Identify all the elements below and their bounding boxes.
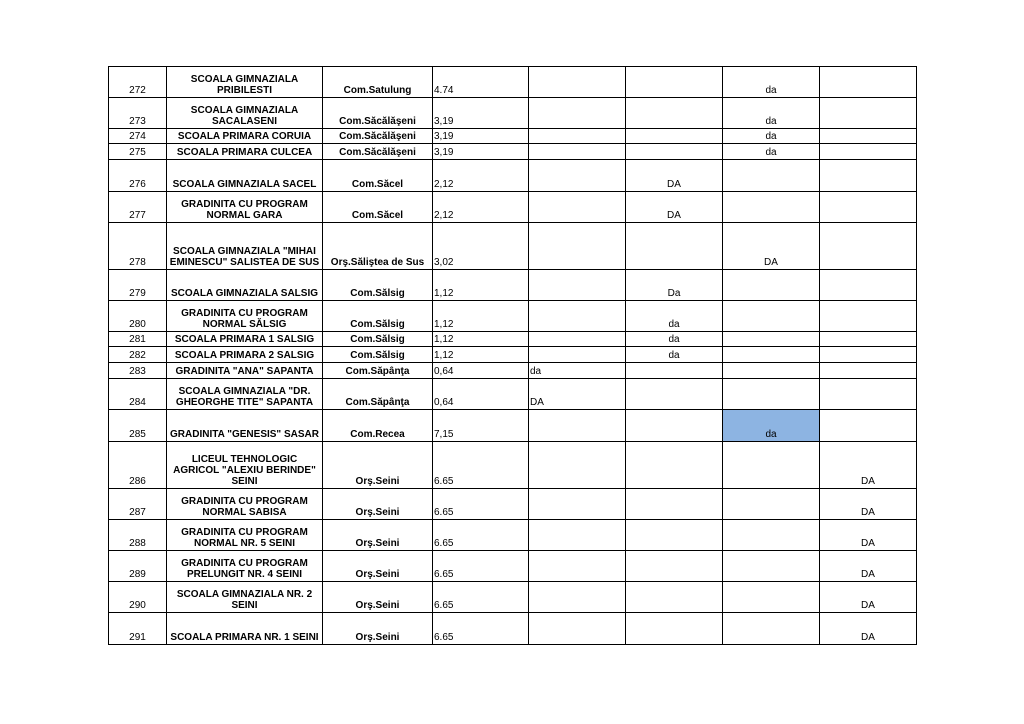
cell-col-c-highlighted: da <box>723 410 820 442</box>
cell-col-a <box>529 223 626 270</box>
cell-nr: 284 <box>109 379 167 410</box>
cell-col-b <box>626 520 723 551</box>
cell-col-b <box>626 223 723 270</box>
cell-col-c <box>723 379 820 410</box>
cell-school-name: SCOALA PRIMARA 1 SALSIG <box>167 332 323 347</box>
cell-school-name: SCOALA GIMNAZIALA SACALASENI <box>167 98 323 129</box>
cell-col-b <box>626 129 723 144</box>
cell-coefficient: 6.65 <box>433 442 529 489</box>
table-row <box>109 67 917 98</box>
table-row <box>109 410 917 442</box>
cell-coefficient: 1,12 <box>433 332 529 347</box>
cell-col-c <box>723 442 820 489</box>
cell-locality: Orş.Seini <box>323 489 433 520</box>
cell-school-name: LICEUL TEHNOLOGIC AGRICOL "ALEXIU BERINDE" SEINI <box>167 442 323 489</box>
cell-col-d <box>820 192 917 223</box>
cell-col-d: DA <box>820 489 917 520</box>
cell-col-d <box>820 347 917 363</box>
cell-locality: Orş.Seini <box>323 551 433 582</box>
cell-locality: Com.Sălsig <box>323 301 433 332</box>
cell-locality: Orş.Seini <box>323 442 433 489</box>
cell-col-b <box>626 363 723 379</box>
table-row <box>109 363 917 379</box>
cell-col-c <box>723 613 820 645</box>
cell-locality: Com.Săpânţa <box>323 379 433 410</box>
cell-col-d: DA <box>820 582 917 613</box>
cell-nr: 279 <box>109 270 167 301</box>
cell-locality: Com.Sălsig <box>323 332 433 347</box>
cell-coefficient: 1,12 <box>433 270 529 301</box>
cell-col-d <box>820 160 917 192</box>
cell-col-b: DA <box>626 160 723 192</box>
cell-locality: Orş.Seini <box>323 613 433 645</box>
cell-col-a <box>529 192 626 223</box>
cell-locality: Com.Săcel <box>323 192 433 223</box>
cell-col-a: da <box>529 363 626 379</box>
cell-locality: Com.Satulung <box>323 67 433 98</box>
cell-col-b <box>626 410 723 442</box>
cell-col-a <box>529 144 626 160</box>
cell-nr: 274 <box>109 129 167 144</box>
table-row <box>109 160 917 192</box>
cell-col-a <box>529 347 626 363</box>
cell-nr: 280 <box>109 301 167 332</box>
cell-col-b <box>626 144 723 160</box>
cell-coefficient: 6.65 <box>433 489 529 520</box>
cell-locality: Com.Săcălăşeni <box>323 129 433 144</box>
table-row <box>109 301 917 332</box>
cell-school-name: GRADINITA CU PROGRAM PRELUNGIT NR. 4 SEINI <box>167 551 323 582</box>
cell-col-d <box>820 301 917 332</box>
cell-coefficient: 2,12 <box>433 192 529 223</box>
cell-coefficient: 3,19 <box>433 98 529 129</box>
table-row <box>109 379 917 410</box>
cell-coefficient: 0,64 <box>433 363 529 379</box>
cell-locality: Com.Recea <box>323 410 433 442</box>
cell-col-b: DA <box>626 192 723 223</box>
cell-school-name: GRADINITA "ANA" SAPANTA <box>167 363 323 379</box>
cell-col-c: da <box>723 144 820 160</box>
cell-locality: Orş.Săliştea de Sus <box>323 223 433 270</box>
schools-table <box>108 66 917 645</box>
cell-locality: Com.Sălsig <box>323 347 433 363</box>
cell-coefficient: 0,64 <box>433 379 529 410</box>
table-row <box>109 270 917 301</box>
cell-nr: 278 <box>109 223 167 270</box>
table-row <box>109 144 917 160</box>
cell-col-b <box>626 98 723 129</box>
cell-nr: 290 <box>109 582 167 613</box>
cell-nr: 272 <box>109 67 167 98</box>
cell-coefficient: 2,12 <box>433 160 529 192</box>
cell-col-a <box>529 332 626 347</box>
cell-coefficient: 6.65 <box>433 582 529 613</box>
cell-col-d <box>820 363 917 379</box>
cell-col-c <box>723 301 820 332</box>
cell-locality: Com.Săpânţa <box>323 363 433 379</box>
cell-coefficient: 6.65 <box>433 551 529 582</box>
cell-col-c <box>723 520 820 551</box>
table-row <box>109 582 917 613</box>
cell-col-b: da <box>626 301 723 332</box>
cell-col-d: DA <box>820 613 917 645</box>
cell-col-d <box>820 379 917 410</box>
cell-school-name: GRADINITA CU PROGRAM NORMAL SABISA <box>167 489 323 520</box>
cell-coefficient: 1,12 <box>433 301 529 332</box>
cell-coefficient: 3,19 <box>433 129 529 144</box>
cell-col-c: da <box>723 98 820 129</box>
table-row <box>109 442 917 489</box>
cell-col-d <box>820 98 917 129</box>
cell-nr: 273 <box>109 98 167 129</box>
cell-col-b <box>626 442 723 489</box>
cell-nr: 289 <box>109 551 167 582</box>
cell-nr: 287 <box>109 489 167 520</box>
cell-col-d: DA <box>820 551 917 582</box>
cell-col-a <box>529 489 626 520</box>
cell-school-name: SCOALA GIMNAZIALA PRIBILESTI <box>167 67 323 98</box>
cell-col-b: da <box>626 332 723 347</box>
cell-locality: Com.Săcălăşeni <box>323 144 433 160</box>
cell-nr: 286 <box>109 442 167 489</box>
cell-col-c <box>723 363 820 379</box>
cell-nr: 276 <box>109 160 167 192</box>
cell-nr: 285 <box>109 410 167 442</box>
cell-col-b <box>626 379 723 410</box>
cell-col-d <box>820 270 917 301</box>
cell-col-d <box>820 332 917 347</box>
cell-col-c <box>723 270 820 301</box>
cell-col-d: DA <box>820 442 917 489</box>
cell-school-name: SCOALA PRIMARA NR. 1 SEINI <box>167 613 323 645</box>
cell-col-c: da <box>723 129 820 144</box>
cell-locality: Com.Sălsig <box>323 270 433 301</box>
cell-col-a <box>529 551 626 582</box>
cell-col-a <box>529 270 626 301</box>
cell-coefficient: 3,19 <box>433 144 529 160</box>
cell-col-c <box>723 489 820 520</box>
table-row <box>109 489 917 520</box>
cell-nr: 288 <box>109 520 167 551</box>
cell-col-c <box>723 582 820 613</box>
cell-col-d <box>820 410 917 442</box>
cell-col-a <box>529 129 626 144</box>
cell-col-a <box>529 582 626 613</box>
cell-nr: 283 <box>109 363 167 379</box>
cell-col-c <box>723 160 820 192</box>
cell-coefficient: 3,02 <box>433 223 529 270</box>
cell-col-d <box>820 129 917 144</box>
cell-col-b <box>626 613 723 645</box>
cell-school-name: GRADINITA CU PROGRAM NORMAL NR. 5 SEINI <box>167 520 323 551</box>
cell-col-c: DA <box>723 223 820 270</box>
cell-nr: 277 <box>109 192 167 223</box>
cell-school-name: SCOALA GIMNAZIALA "MIHAI EMINESCU" SALISTEA DE SUS <box>167 223 323 270</box>
cell-col-d <box>820 67 917 98</box>
cell-coefficient: 7,15 <box>433 410 529 442</box>
table-row <box>109 98 917 129</box>
table-row <box>109 613 917 645</box>
table-row <box>109 129 917 144</box>
cell-col-d <box>820 144 917 160</box>
cell-nr: 275 <box>109 144 167 160</box>
table-row <box>109 192 917 223</box>
cell-col-b <box>626 582 723 613</box>
cell-col-c <box>723 551 820 582</box>
cell-school-name: SCOALA GIMNAZIALA SACEL <box>167 160 323 192</box>
cell-school-name: SCOALA PRIMARA CULCEA <box>167 144 323 160</box>
cell-col-a <box>529 410 626 442</box>
cell-school-name: SCOALA PRIMARA CORUIA <box>167 129 323 144</box>
cell-locality: Com.Săcălăşeni <box>323 98 433 129</box>
cell-school-name: SCOALA GIMNAZIALA "DR. GHEORGHE TITE" SAPANTA <box>167 379 323 410</box>
cell-nr: 282 <box>109 347 167 363</box>
cell-coefficient: 6.65 <box>433 520 529 551</box>
cell-nr: 281 <box>109 332 167 347</box>
cell-locality: Orş.Seini <box>323 582 433 613</box>
cell-school-name: GRADINITA CU PROGRAM NORMAL GARA <box>167 192 323 223</box>
cell-col-a <box>529 98 626 129</box>
cell-coefficient: 4.74 <box>433 67 529 98</box>
cell-school-name: GRADINITA "GENESIS" SASAR <box>167 410 323 442</box>
table-row <box>109 551 917 582</box>
cell-school-name: SCOALA PRIMARA 2 SALSIG <box>167 347 323 363</box>
cell-col-c <box>723 332 820 347</box>
cell-school-name: SCOALA GIMNAZIALA NR. 2 SEINI <box>167 582 323 613</box>
cell-coefficient: 1,12 <box>433 347 529 363</box>
cell-col-d <box>820 223 917 270</box>
cell-col-a <box>529 301 626 332</box>
cell-col-a <box>529 160 626 192</box>
cell-col-a <box>529 613 626 645</box>
cell-locality: Orş.Seini <box>323 520 433 551</box>
cell-col-a <box>529 67 626 98</box>
cell-col-b <box>626 551 723 582</box>
table-row <box>109 223 917 270</box>
cell-col-c: da <box>723 67 820 98</box>
cell-nr: 291 <box>109 613 167 645</box>
cell-col-a <box>529 520 626 551</box>
table-row <box>109 347 917 363</box>
table-row <box>109 332 917 347</box>
cell-col-c <box>723 192 820 223</box>
cell-col-a: DA <box>529 379 626 410</box>
cell-col-a <box>529 442 626 489</box>
cell-school-name: SCOALA GIMNAZIALA SALSIG <box>167 270 323 301</box>
cell-col-b: Da <box>626 270 723 301</box>
cell-col-c <box>723 347 820 363</box>
cell-col-b <box>626 67 723 98</box>
cell-school-name: GRADINITA CU PROGRAM NORMAL SĂLSIG <box>167 301 323 332</box>
cell-locality: Com.Săcel <box>323 160 433 192</box>
cell-col-b <box>626 489 723 520</box>
table-row <box>109 520 917 551</box>
cell-coefficient: 6.65 <box>433 613 529 645</box>
cell-col-b: da <box>626 347 723 363</box>
cell-col-d: DA <box>820 520 917 551</box>
